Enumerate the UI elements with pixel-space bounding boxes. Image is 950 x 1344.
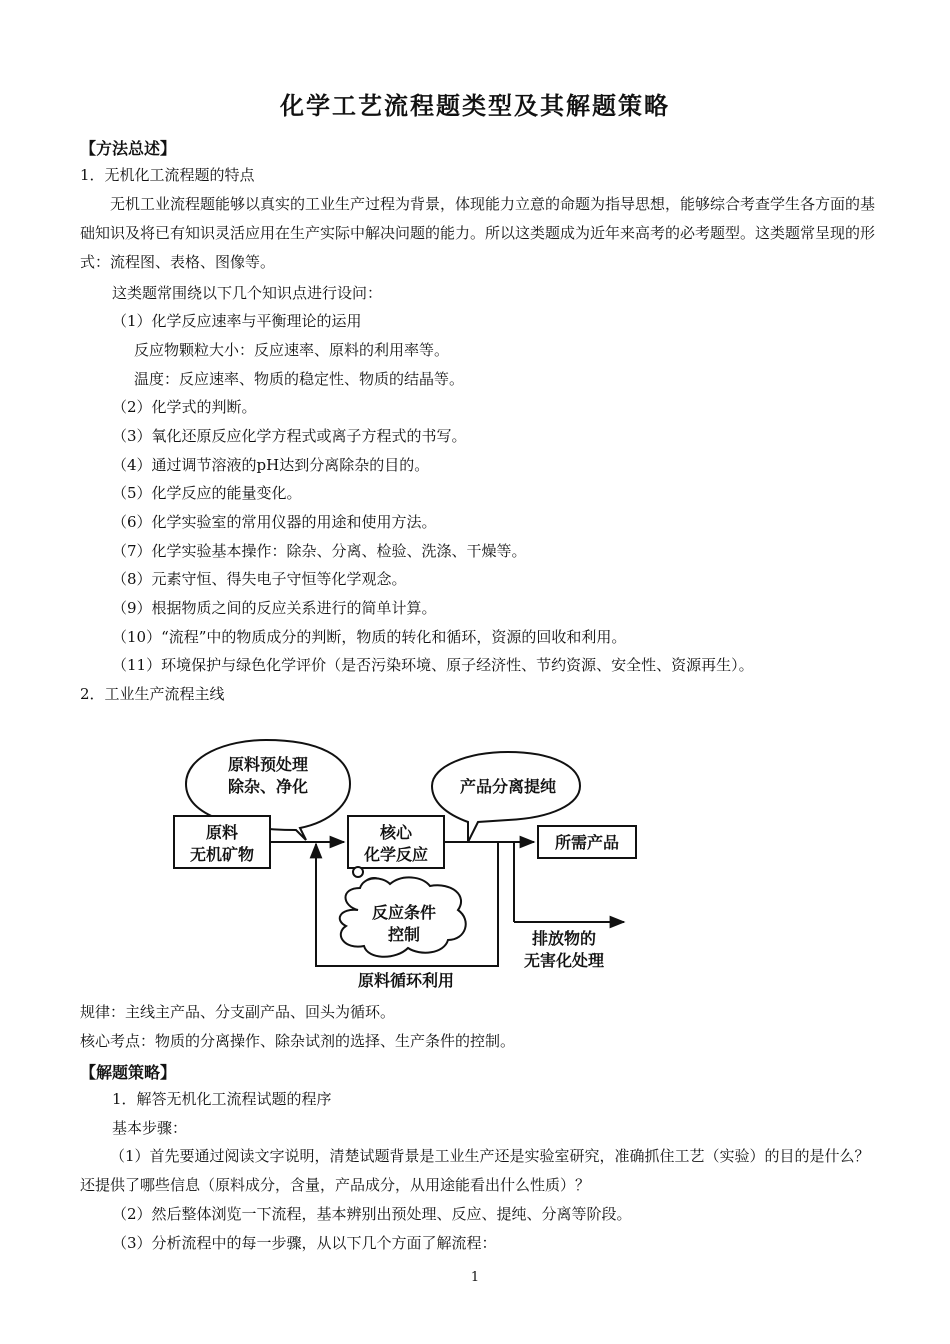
- item-2-heading: 2．工业生产流程主线: [80, 685, 225, 703]
- core-line-2: 化学反应: [363, 845, 429, 864]
- point-6: （6）化学实验室的常用仪器的用途和使用方法。: [112, 513, 437, 531]
- emission-line-2: 无害化处理: [523, 951, 605, 970]
- procedure-title: 1．解答无机化工流程试题的程序: [112, 1090, 332, 1108]
- step-2: （2）然后整体浏览一下流程，基本辨别出预处理、反应、提纯、分离等阶段。: [112, 1205, 632, 1223]
- pretreatment-line-2: 除杂、净化: [227, 777, 309, 796]
- core-point-line: 核心考点：物质的分离操作、除杂试剂的选择、生产条件的控制。: [80, 1032, 516, 1050]
- intro-paragraph-text: 无机工业流程题能够以真实的工业生产过程为背景，体现能力立意的命题为指导思想，能够综合考查学生各方面的基础知识及将已有知识灵活应用在生产实际中解决问题的能力。所以这类题成为近年来高考的必考题型。这类题常呈现的形式：流程图、表格、图像等。: [80, 195, 876, 271]
- item-1-heading: 1．无机化工流程题的特点: [80, 166, 255, 184]
- point-9: （9）根据物质之间的反应关系进行的简单计算。: [112, 599, 437, 617]
- page-title: 化学工艺流程题类型及其解题策略: [280, 92, 670, 120]
- step-1-paragraph: [80, 1142, 880, 1200]
- intro-paragraph: [80, 190, 880, 277]
- conditions-line-2: 控制: [387, 925, 421, 944]
- emission-line-1: 排放物的: [531, 929, 597, 948]
- point-7: （7）化学实验基本操作：除杂、分离、检验、洗涤、干燥等。: [112, 542, 527, 560]
- knowledge-points-intro: 这类题常围绕以下几个知识点进行设问：: [112, 284, 383, 302]
- core-line-1: 核心: [379, 823, 413, 842]
- step-3: （3）分析流程中的每一步骤，从以下几个方面了解流程：: [112, 1234, 497, 1252]
- basic-steps-label: 基本步骤：: [112, 1119, 188, 1137]
- step-1-text: （1）首先要通过阅读文字说明，清楚试题背景是工业生产还是实验室研究，准确抓住工艺（实验）的目的是什么？还提供了哪些信息（原料成分，含量，产品成分，从用途能看出什么性质）？: [80, 1147, 870, 1194]
- separation-text: 产品分离提纯: [459, 777, 557, 796]
- rule-line: 规律：主线主产品、分支副产品、回头为循环。: [80, 1003, 396, 1021]
- point-1-sub-2: 温度：反应速率、物质的稳定性、物质的结晶等。: [134, 370, 465, 388]
- conditions-line-1: 反应条件: [371, 903, 437, 922]
- product-text: 所需产品: [554, 833, 620, 852]
- recycle-text: 原料循环利用: [357, 971, 455, 990]
- page-number: 1: [470, 1270, 480, 1285]
- strategy-heading: 【解题策略】: [80, 1063, 177, 1082]
- point-11: （11）环境保护与绿色化学评价（是否污染环境、原子经济性、节约资源、安全性、资源再生）。: [112, 656, 754, 674]
- point-10: （10）“流程”中的物质成分的判断，物质的转化和循环，资源的回收和利用。: [112, 628, 627, 646]
- pretreatment-line-1: 原料预处理: [227, 755, 309, 774]
- raw-material-line-1: 原料: [205, 823, 239, 842]
- point-5: （5）化学反应的能量变化。: [112, 484, 302, 502]
- point-2: （2）化学式的判断。: [112, 398, 257, 416]
- thought-dot-1: [353, 867, 363, 877]
- point-3: （3）氧化还原反应化学方程式或离子方程式的书写。: [112, 427, 467, 445]
- point-1: （1）化学反应速率与平衡理论的运用: [112, 312, 362, 330]
- point-1-sub-1: 反应物颗粒大小：反应速率、原料的利用率等。: [134, 341, 450, 359]
- point-8: （8）元素守恒、得失电子守恒等化学观念。: [112, 570, 407, 588]
- point-4: （4）通过调节溶液的pH达到分离除杂的目的。: [112, 456, 430, 474]
- method-summary-heading: 【方法总述】: [80, 139, 177, 158]
- raw-material-line-2: 无机矿物: [189, 845, 255, 864]
- process-flow-diagram: [168, 738, 648, 994]
